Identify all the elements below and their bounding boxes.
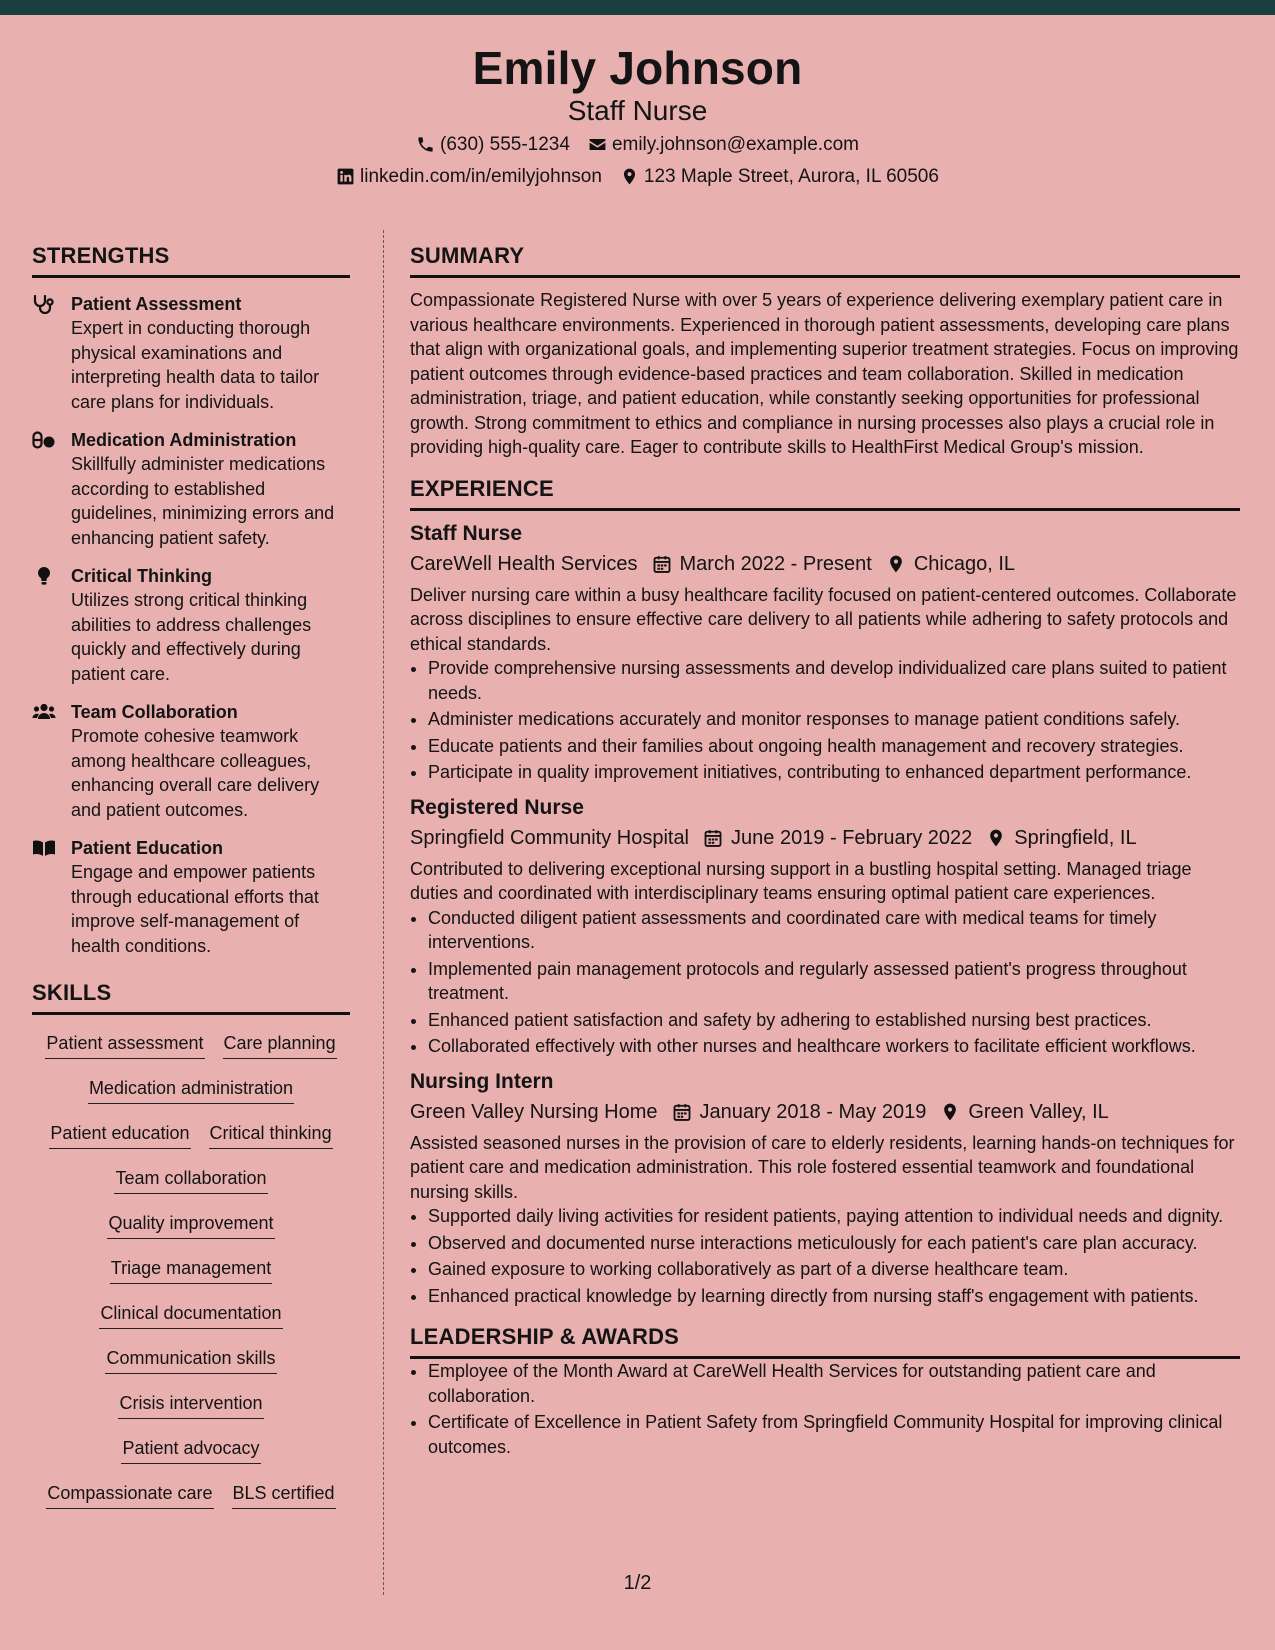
linkedin-text: linkedin.com/in/emilyjohnson — [360, 166, 602, 187]
job-bullet: • Educate patients and their families about ongoing health management and recovery strategies. — [428, 734, 1240, 759]
candidate-title: Staff Nurse — [567, 95, 708, 126]
job-bullets — [410, 656, 1240, 785]
calendar-icon — [703, 828, 723, 848]
job-description: Deliver nursing care within a busy healthcare facility focused on patient-centered outcomes. Collaborate across disciplines to ensure effective care delivery to all patients while adhering to safety protocols and ethical standards. — [410, 584, 1237, 654]
job-dates: March 2022 - Present — [679, 552, 872, 575]
page-number: 1/2 — [623, 1572, 652, 1594]
skill-row — [32, 1481, 350, 1526]
strength-title: Team Collaboration — [71, 702, 238, 722]
job-location: Chicago, IL — [913, 552, 1015, 575]
skill-row — [32, 1346, 350, 1391]
strength-description: Skillfully administer medications according to established guidelines, minimizing errors and enhancing patient safety. — [71, 454, 335, 548]
strength-description: Expert in conducting thorough physical examinations and interpreting health data to tailor care plans for individuals. — [71, 318, 320, 412]
contact-row-1 — [0, 135, 1275, 154]
job-title: Nursing Intern — [410, 1069, 554, 1093]
strength-item — [32, 836, 350, 958]
job-bullets — [410, 906, 1240, 1059]
resume-header — [0, 15, 1275, 205]
job-bullet: • Enhanced practical knowledge by learning directly from nursing staff's engagement with patients. — [428, 1284, 1240, 1309]
candidate-name: Emily Johnson — [472, 42, 803, 94]
lightbulb-icon — [32, 566, 56, 586]
strength-item — [32, 428, 350, 550]
map-pin-icon — [886, 554, 906, 574]
skill-row — [32, 1031, 350, 1076]
job-meta — [410, 551, 1240, 577]
award-item: • Employee of the Month Award at CareWell Health Services for outstanding patient care and collaboration. — [428, 1359, 1240, 1408]
contact-row-2 — [0, 167, 1275, 186]
strength-title: Patient Assessment — [71, 294, 242, 314]
strength-description: Promote cohesive teamwork among healthcare colleagues, enhancing overall care delivery and patient outcomes. — [71, 726, 320, 820]
email-contact[interactable] — [588, 135, 859, 154]
job-location: Green Valley, IL — [968, 1100, 1109, 1123]
calendar-icon — [652, 554, 672, 574]
job-meta — [410, 825, 1240, 851]
skill-tag: Care planning — [223, 1031, 337, 1059]
job-title: Staff Nurse — [410, 521, 523, 545]
address-text: 123 Maple Street, Aurora, IL 60506 — [643, 166, 939, 187]
experience-heading: EXPERIENCE — [410, 478, 1240, 511]
skills-list — [32, 1031, 350, 1526]
pills-icon — [32, 430, 56, 450]
strength-item — [32, 700, 350, 822]
job-meta — [410, 1099, 1240, 1125]
summary-text: Compassionate Registered Nurse with over 5 years of experience delivering exemplary patient care in various healthcare environments. Experienced in thorough patient assessments, developing care plans that align with organizational goals, and implementing superior treatment strategies. Focus on improving patient outcomes through evidence-based practices and team collaboration. Skilled in medication administration, triage, and patient education, while constantly seeking opportunities for professional growth. Strong commitment to ethics and compliance in nursing processes also plays a crucial role in providing high-quality care. Eager to contribute skills to HealthFirst Medical Group's mission. — [410, 290, 1239, 457]
job-bullet: • Administer medications accurately and monitor responses to manage patient conditions safely. — [428, 707, 1240, 732]
calendar-icon — [672, 1102, 692, 1122]
skill-row — [32, 1436, 350, 1481]
skill-row — [32, 1166, 350, 1211]
right-column — [410, 245, 1240, 1461]
skill-tag: Crisis intervention — [118, 1391, 263, 1419]
award-item: • Certificate of Excellence in Patient Safety from Springfield Community Hospital for improving clinical outcomes. — [428, 1410, 1240, 1459]
strengths-list — [32, 292, 350, 958]
job-title: Registered Nurse — [410, 795, 584, 819]
skill-tag: Communication skills — [105, 1346, 276, 1374]
skill-tag: Compassionate care — [46, 1481, 213, 1509]
skill-row — [32, 1211, 350, 1256]
phone-text: (630) 555-1234 — [440, 134, 570, 155]
job-bullet: • Gained exposure to working collaboratively as part of a diverse healthcare team. — [428, 1257, 1240, 1282]
job-location: Springfield, IL — [1014, 826, 1137, 849]
map-pin-icon — [986, 828, 1006, 848]
stethoscope-icon — [32, 294, 56, 314]
skills-heading: SKILLS — [32, 982, 350, 1015]
job-company: Green Valley Nursing Home — [410, 1100, 658, 1123]
left-column — [32, 245, 350, 1526]
job-bullets — [410, 1204, 1240, 1308]
leadership-list — [410, 1359, 1240, 1459]
job-description: Contributed to delivering exceptional nursing support in a bustling hospital setting. Managed triage duties and coordinated with interdisciplinary teams ensuring optimal patient care experiences. — [410, 858, 1192, 903]
skill-tag: Patient education — [49, 1121, 190, 1149]
skill-row — [32, 1301, 350, 1346]
job-bullet: • Implemented pain management protocols and regularly assessed patient's progress throughout treatment. — [428, 957, 1240, 1006]
strength-item — [32, 292, 350, 414]
map-pin-icon — [620, 167, 639, 186]
skill-tag: Clinical documentation — [99, 1301, 282, 1329]
strength-description: Engage and empower patients through educational efforts that improve self-management of health conditions. — [71, 862, 319, 956]
address-contact — [620, 167, 939, 186]
skill-tag: Quality improvement — [107, 1211, 274, 1239]
job-bullet: • Collaborated effectively with other nurses and healthcare workers to facilitate efficient workflows. — [428, 1034, 1240, 1059]
skill-tag: Patient advocacy — [121, 1436, 260, 1464]
strengths-heading: STRENGTHS — [32, 245, 350, 278]
skill-tag: Team collaboration — [114, 1166, 267, 1194]
email-text: emily.johnson@example.com — [611, 134, 859, 155]
skill-tag: Patient assessment — [45, 1031, 204, 1059]
envelope-icon — [588, 135, 607, 154]
job-bullet: • Conducted diligent patient assessments and coordinated care with medical teams for timely interventions. — [428, 906, 1240, 955]
book-open-icon — [32, 838, 56, 858]
strength-title: Patient Education — [71, 838, 224, 858]
skill-tag: BLS certified — [232, 1481, 336, 1509]
job-bullet: • Enhanced patient satisfaction and safety by adhering to established nursing best practices. — [428, 1008, 1240, 1033]
skill-row — [32, 1391, 350, 1436]
linkedin-contact[interactable] — [336, 167, 602, 186]
job-bullet: • Supported daily living activities for resident patients, paying attention to individual needs and dignity. — [428, 1204, 1240, 1229]
job-company: Springfield Community Hospital — [410, 826, 690, 849]
strength-description: Utilizes strong critical thinking abilities to address challenges quickly and effectively during patient care. — [71, 590, 312, 684]
job-dates: January 2018 - May 2019 — [699, 1100, 927, 1123]
job-bullet: • Participate in quality improvement initiatives, contributing to enhanced department performance. — [428, 760, 1240, 785]
job-bullet: • Provide comprehensive nursing assessments and develop individualized care plans suited to patient needs. — [428, 656, 1240, 705]
map-pin-icon — [940, 1102, 960, 1122]
strength-title: Medication Administration — [71, 430, 297, 450]
phone-contact[interactable] — [416, 135, 570, 154]
users-icon — [32, 702, 56, 722]
summary-heading: SUMMARY — [410, 245, 1240, 278]
top-accent-bar — [0, 0, 1275, 15]
skill-row — [32, 1076, 350, 1121]
job-entry — [410, 1069, 1240, 1309]
strength-item — [32, 564, 350, 686]
job-company: CareWell Health Services — [410, 552, 638, 575]
skill-tag: Triage management — [110, 1256, 272, 1284]
strength-title: Critical Thinking — [71, 566, 213, 586]
column-divider — [383, 230, 384, 1595]
skill-tag: Critical thinking — [209, 1121, 333, 1149]
skill-row — [32, 1121, 350, 1166]
job-dates: June 2019 - February 2022 — [731, 826, 973, 849]
skill-tag: Medication administration — [88, 1076, 294, 1104]
job-description: Assisted seasoned nurses in the provision of care to elderly residents, learning hands-on techniques for patient care and medication administration. This role fostered essential teamwork and foundational nursing skills. — [410, 1132, 1235, 1202]
leadership-heading: LEADERSHIP & AWARDS — [410, 1326, 1240, 1359]
linkedin-icon — [336, 167, 355, 186]
skill-row — [32, 1256, 350, 1301]
phone-icon — [416, 135, 435, 154]
job-bullet: • Observed and documented nurse interactions meticulously for each patient's care plan accuracy. — [428, 1231, 1240, 1256]
job-entry — [410, 521, 1240, 785]
job-entry — [410, 795, 1240, 1059]
